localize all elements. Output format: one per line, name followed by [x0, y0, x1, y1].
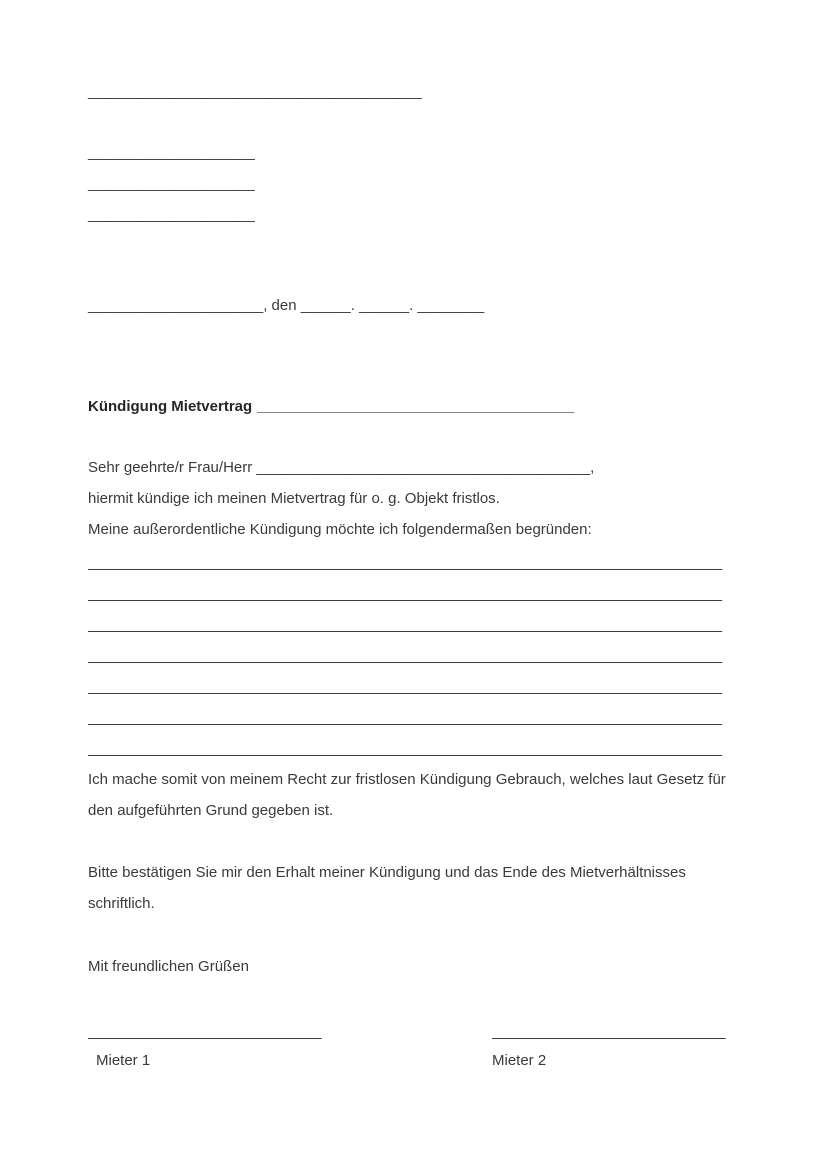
reason-blank-line: ____________________________________________________________________________: [88, 740, 723, 757]
intro-line-1: hiermit kündige ich meinen Mietvertrag für o. g. Objekt fristlos.: [88, 490, 500, 507]
reason-blank-line: ____________________________________________________________________________: [88, 678, 723, 695]
signature-blank-line-1: ____________________________: [88, 1023, 322, 1040]
salutation-line: Sehr geehrte/r Frau/Herr ________________________________________,: [88, 459, 595, 476]
address-block: [88, 137, 738, 230]
signature-row: [88, 1016, 738, 1075]
reason-blank-line: ____________________________________________________________________________: [88, 616, 723, 633]
reason-blank-lines: [88, 547, 738, 764]
reason-blank-line: ____________________________________________________________________________: [88, 554, 723, 571]
intro-line-2: Meine außerordentliche Kündigung möchte ich folgendermaßen begründen:: [88, 521, 592, 538]
signature-blank-line-2: ____________________________: [492, 1023, 726, 1040]
reason-blank-line: ____________________________________________________________________________: [88, 709, 723, 726]
recipient-blank-line: ________________________________________: [88, 83, 422, 100]
paragraph-legal-right: Ich mache somit von meinem Recht zur fristlosen Kündigung Gebrauch, welches laut Gesetz für den aufgeführten Grund gegeben ist.: [88, 771, 726, 819]
closing-formula: Mit freundlichen Grüßen: [88, 958, 249, 975]
subject-label: Kündigung Mietvertrag: [88, 398, 253, 415]
signature-label-tenant-2: Mieter 2: [492, 1052, 547, 1069]
signature-tenant-1: [88, 1016, 333, 1075]
salutation-block: [88, 452, 738, 545]
reason-blank-line: ____________________________________________________________________________: [88, 647, 723, 664]
reason-blank-line: ____________________________________________________________________________: [88, 585, 723, 602]
address-blank-line: ____________________: [88, 175, 255, 192]
place-date-line: _____________________, den ______. ______. ________: [88, 297, 485, 314]
subject-line: [88, 391, 738, 422]
signature-tenant-2: [492, 1016, 737, 1075]
address-blank-line: ____________________: [88, 206, 255, 223]
signature-label-tenant-1: Mieter 1: [96, 1052, 151, 1069]
paragraph-confirmation-request: Bitte bestätigen Sie mir den Erhalt meiner Kündigung und das Ende des Mietverhältnisses schriftlich.: [88, 864, 686, 912]
address-blank-line: ____________________: [88, 144, 255, 161]
subject-blank: ______________________________________: [257, 398, 575, 415]
